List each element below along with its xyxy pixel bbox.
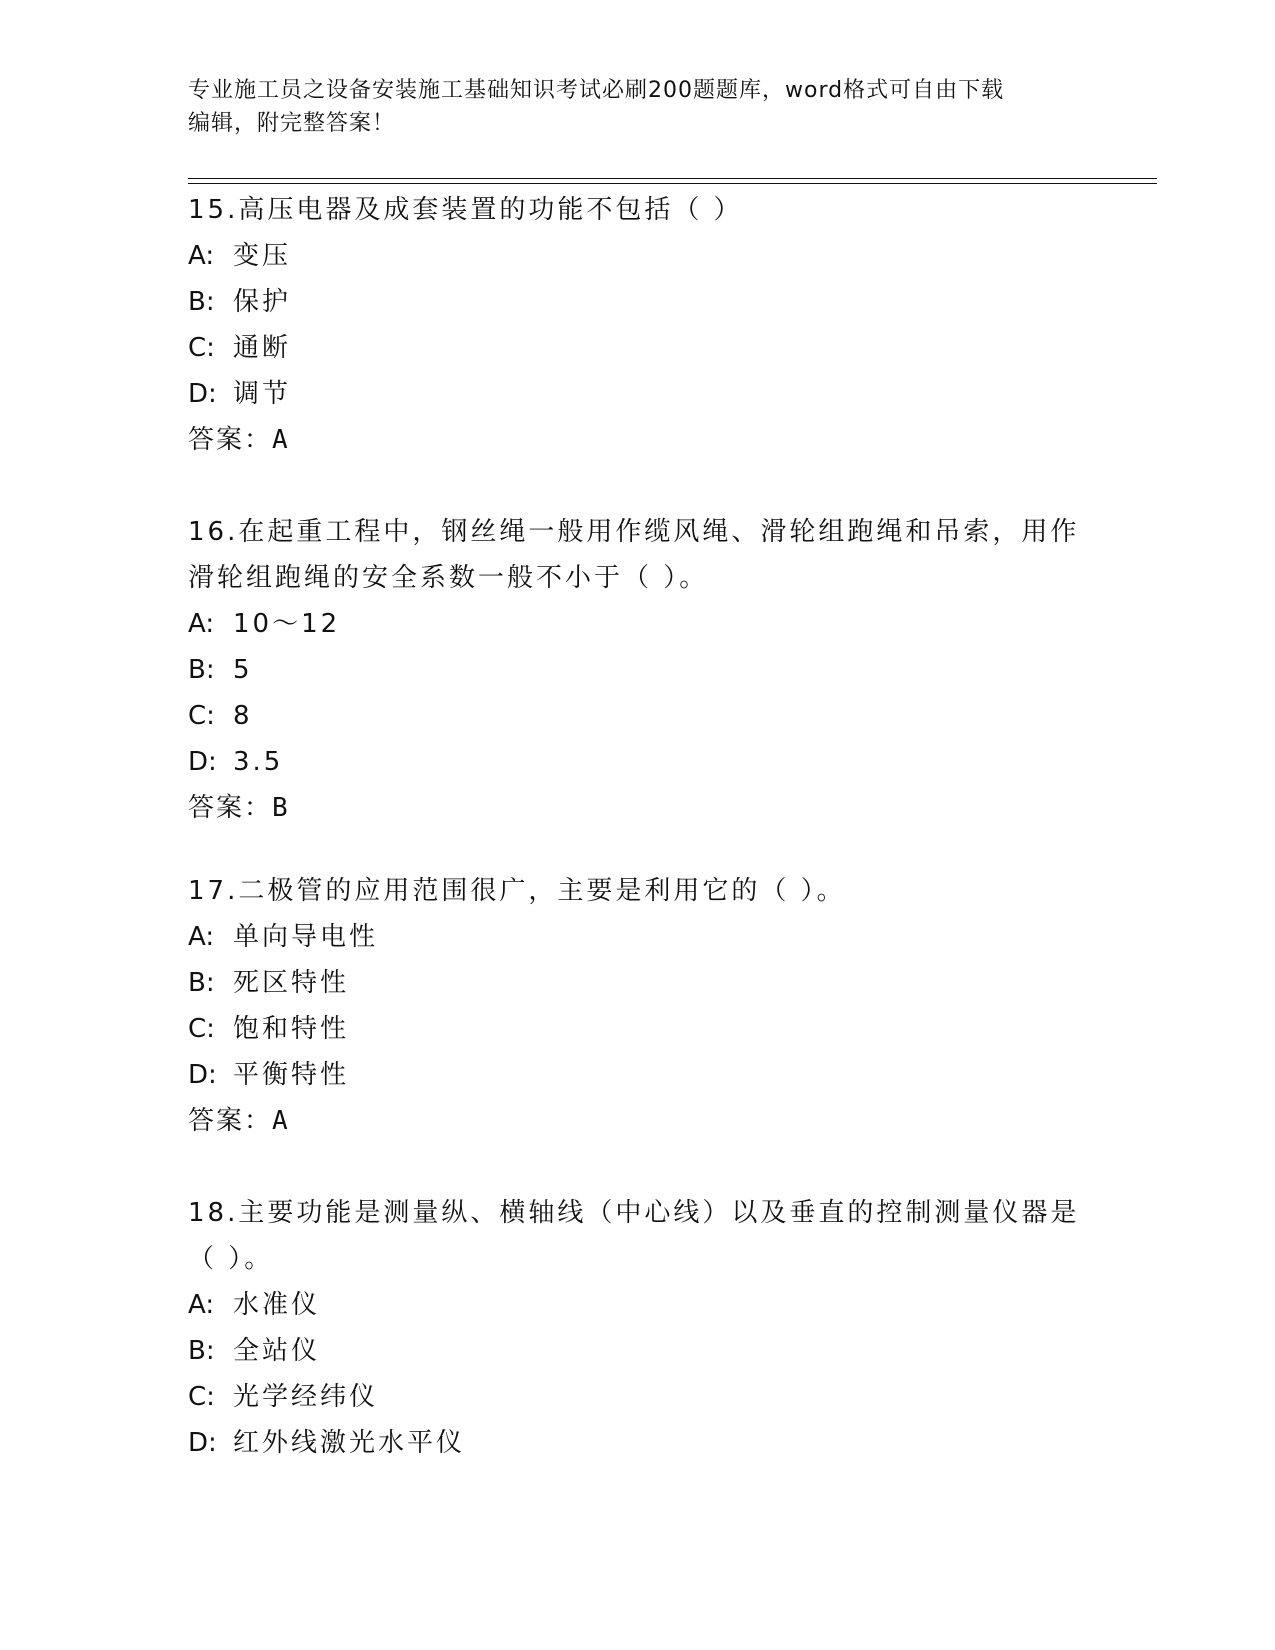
option-c — [188, 1006, 1088, 1052]
option-text: 饱和特性 — [233, 1014, 350, 1044]
question-stem: 18.主要功能是测量纵、横轴线（中心线）以及垂直的控制测量仪器是（ ）。 — [188, 1198, 1080, 1274]
option-b — [188, 1328, 1088, 1374]
question-stem: 16.在起重工程中，钢丝绳一般用作缆风绳、滑轮组跑绳和吊索，用作滑轮组跑绳的安全系数一般不小于（ ）。 — [188, 517, 1080, 593]
answer-label: 答案： — [188, 1106, 273, 1136]
option-a — [188, 914, 1088, 960]
option-label: A: — [188, 1290, 215, 1320]
question-stem: 15.高压电器及成套装置的功能不包括（ ） — [188, 195, 743, 225]
question-17 — [188, 868, 1088, 1144]
question-18 — [188, 1190, 1088, 1466]
option-c — [188, 1374, 1088, 1420]
option-text: 保护 — [233, 287, 292, 317]
option-label: B: — [188, 1336, 215, 1366]
option-text: 调节 — [233, 379, 292, 409]
option-text: 通断 — [233, 333, 292, 363]
answer-line — [188, 1098, 1088, 1144]
option-text: 8 — [233, 701, 253, 731]
option-a — [188, 601, 1088, 647]
option-text: 10～12 — [233, 609, 341, 639]
option-b — [188, 647, 1088, 693]
option-label: D: — [188, 747, 217, 777]
option-text: 水准仪 — [233, 1290, 321, 1320]
header-title-line1: 专业施工员之设备安装施工基础知识考试必刷200题题库，word格式可自由下载 — [188, 78, 1005, 103]
question-15 — [188, 187, 1088, 463]
answer-value: B — [272, 793, 288, 823]
option-text: 平衡特性 — [233, 1060, 350, 1090]
header-divider-bottom — [188, 183, 1157, 184]
option-a — [188, 233, 1088, 279]
option-label: A: — [188, 922, 215, 952]
document-header — [188, 74, 1088, 140]
answer-line — [188, 785, 1088, 831]
option-label: C: — [188, 1014, 215, 1044]
option-d — [188, 1420, 1088, 1466]
option-a — [188, 1282, 1088, 1328]
option-label: C: — [188, 1382, 215, 1412]
question-16 — [188, 509, 1088, 831]
option-text: 光学经纬仪 — [233, 1382, 379, 1412]
answer-value: A — [272, 1106, 288, 1136]
option-label: C: — [188, 701, 215, 731]
option-d — [188, 371, 1088, 417]
answer-label: 答案： — [188, 793, 273, 823]
option-label: B: — [188, 968, 215, 998]
option-label: D: — [188, 1428, 217, 1458]
option-c — [188, 325, 1088, 371]
answer-value: A — [272, 425, 288, 455]
option-label: A: — [188, 241, 215, 271]
option-b — [188, 279, 1088, 325]
option-text: 变压 — [233, 241, 292, 271]
option-label: B: — [188, 655, 215, 685]
header-title-line2: 编辑，附完整答案！ — [188, 111, 396, 136]
answer-label: 答案： — [188, 425, 273, 455]
option-label: A: — [188, 609, 215, 639]
option-d — [188, 1052, 1088, 1098]
option-label: B: — [188, 287, 215, 317]
option-text: 单向导电性 — [233, 922, 379, 952]
question-stem: 17.二极管的应用范围很广，主要是利用它的（ ）。 — [188, 876, 846, 906]
option-text: 5 — [233, 655, 253, 685]
option-label: C: — [188, 333, 215, 363]
option-d — [188, 739, 1088, 785]
option-text: 死区特性 — [233, 968, 350, 998]
option-label: D: — [188, 1060, 217, 1090]
option-text: 全站仪 — [233, 1336, 321, 1366]
header-divider-top — [188, 178, 1157, 179]
option-b — [188, 960, 1088, 1006]
option-c — [188, 693, 1088, 739]
answer-line — [188, 417, 1088, 463]
option-label: D: — [188, 379, 217, 409]
option-text: 红外线激光水平仪 — [233, 1428, 466, 1458]
option-text: 3.5 — [233, 747, 284, 777]
